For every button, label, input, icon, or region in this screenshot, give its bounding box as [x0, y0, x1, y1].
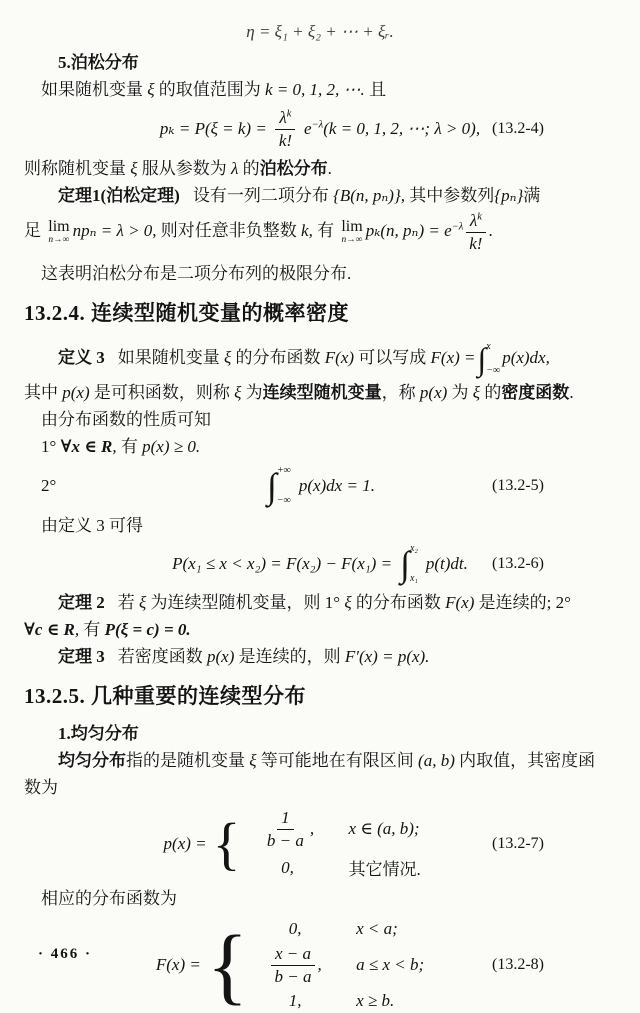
- case-value: 1,: [288, 991, 302, 1011]
- text-run: 是可积函数，则称: [89, 383, 235, 403]
- math-run: ,: [309, 819, 315, 839]
- math-run-R: R: [101, 437, 113, 457]
- equation-13-2-4: [24, 108, 616, 150]
- bold-term-continuous-random-variable: 连续型随机变量: [262, 383, 382, 403]
- fraction-lambda-k-over-k-factorial: [275, 108, 296, 150]
- math-run: F(x): [445, 593, 475, 613]
- math-run: ξ: [249, 751, 257, 771]
- case-value: 0,: [281, 857, 294, 877]
- math-run: ξ: [224, 348, 232, 368]
- equation-tag-13-2-6: (13.2-6): [492, 555, 544, 573]
- text-run: 有: [79, 620, 105, 640]
- integral-limits: x −∞: [486, 341, 501, 377]
- math-run: {B(n, pₙ)},: [333, 186, 406, 206]
- text-run: 的分布函数: [351, 593, 446, 613]
- theorem3-label: 定理 3: [58, 647, 105, 667]
- text-run: 的: [480, 383, 502, 403]
- integral-sign: [267, 465, 291, 507]
- equation-tag-13-2-5: (13.2-5): [492, 477, 544, 495]
- case-rows: [256, 919, 484, 1011]
- math-run: ,: [74, 620, 80, 640]
- fraction-lambda-k-over-k-factorial: [465, 211, 486, 253]
- case-row: [248, 855, 476, 880]
- definition3-line1: [58, 338, 616, 378]
- math-run: p(x)dx = 1.: [298, 476, 375, 496]
- fraction-numerator: $\lambda^k$: [466, 211, 486, 233]
- poisson-remark: 这表明泊松分布是二项分布列的极限分布.: [41, 264, 352, 284]
- text-run: 满: [523, 186, 541, 206]
- text-run: .: [569, 383, 574, 403]
- integral-sign: [400, 543, 418, 585]
- math-run: ξ: [234, 383, 242, 403]
- theorem2-line2: [24, 617, 616, 642]
- math-run: P(ξ = c) = 0.: [104, 620, 191, 640]
- case-condition: a ≤ x < b;: [356, 955, 425, 975]
- text-run: 如果随机变量: [41, 80, 148, 99]
- math-run: p(x)dx,: [502, 348, 550, 368]
- section-header-13-2-4: 13.2.4. 连续型随机变量的概率密度: [24, 301, 349, 326]
- math-run: p(x): [207, 647, 235, 667]
- uniform-subheading: 1.均匀分布: [58, 724, 139, 744]
- case-value: [256, 944, 334, 986]
- text-run: 内取值，其密度函: [454, 751, 596, 771]
- equation-eta-sum: [24, 22, 616, 42]
- text-run: 则称随机变量: [24, 159, 131, 179]
- text-run: 若: [117, 593, 139, 613]
- math-run: F(x) =: [155, 955, 201, 975]
- text-run: 则对任意非负整数: [156, 221, 302, 241]
- math-run: ξ: [139, 593, 147, 613]
- case-row: [248, 808, 476, 850]
- poisson-subheading: 5.泊松分布: [58, 53, 139, 72]
- case-condition: x < a;: [356, 919, 398, 939]
- equation-13-2-7: [24, 808, 616, 880]
- math-run: ξ: [472, 383, 481, 403]
- text-run: 若密度函数: [117, 647, 207, 667]
- definition3-line2: [24, 380, 616, 405]
- case-row: [256, 919, 484, 939]
- integral-sign: [478, 341, 501, 377]
- equation-13-2-5: [24, 465, 616, 507]
- page-number: · 466 ·: [38, 946, 93, 962]
- text-run: ，称: [381, 383, 420, 403]
- case-condition: x ≥ b.: [356, 991, 395, 1011]
- fraction-numerator: $\lambda^k$: [275, 108, 295, 130]
- equation-13-2-6: [24, 543, 616, 585]
- text-run: 为连续型随机变量，则 1°: [146, 593, 345, 613]
- item-number: 1°: [41, 437, 57, 457]
- case-rows: [248, 808, 476, 880]
- uniform-intro-line1: [58, 748, 616, 773]
- math-run: ξ: [147, 80, 155, 99]
- math-run: k = 0, 1, 2, ⋯.: [265, 80, 365, 99]
- case-row: [256, 944, 484, 986]
- case-value: [248, 808, 326, 850]
- math-run: ξ: [130, 159, 138, 179]
- text-run: 足: [24, 221, 46, 241]
- math-run: (a, b): [418, 751, 455, 771]
- text-run: 是连续的; 2°: [474, 593, 571, 613]
- theorem3-line: [58, 644, 616, 669]
- theorem1-label: 定理1(泊松定理): [58, 186, 180, 206]
- bold-term-uniform-distribution: 均匀分布: [58, 751, 126, 771]
- math-run: ξ: [344, 593, 352, 613]
- fraction-x-minus-a-over-b-minus-a: $\frac{x - a}{b - a}$: [271, 944, 316, 986]
- math-run: npₙ = λ > 0,: [72, 221, 157, 241]
- text-run: 指的是随机变量: [126, 751, 250, 771]
- theorem1-line1: [58, 183, 616, 208]
- piecewise-cases: [206, 916, 484, 1013]
- math-run: p(x) ≥ 0.: [142, 437, 201, 457]
- bold-term-poisson-distribution: 泊松分布: [259, 159, 328, 179]
- math-run: η = ξ₁ + ξ₂ + ⋯ + ξᵣ.: [246, 22, 394, 41]
- math-run: pₖ(n, $p_n) = e^{-\lambda}$: [365, 221, 464, 241]
- corresponding-cdf-line: 相应的分布函数为: [41, 889, 177, 909]
- text-run: .: [488, 221, 493, 241]
- integral-limits: +∞ −∞: [276, 465, 291, 507]
- math-run: λ: [231, 159, 239, 179]
- item-number: 2°: [41, 476, 57, 496]
- text-run: 其中参数列: [405, 186, 495, 206]
- poisson-conclusion-line: [24, 156, 616, 181]
- piecewise-cases: [213, 808, 477, 880]
- text-run: 服从参数为: [137, 159, 232, 179]
- case-condition: x ∈ (a, b);: [348, 819, 420, 839]
- math-run: P(x₁ ≤ x < x₂) = F(x₂) − F(x₁) =: [172, 554, 393, 574]
- math-run: ∀c ∈: [24, 620, 64, 640]
- math-run: $e^{-\lambda}(k = 0$, 1, 2, ⋯; λ > 0),: [304, 119, 481, 139]
- text-run: 有: [116, 437, 143, 457]
- math-run: ∀x ∈: [60, 437, 102, 457]
- math-run: {pₙ}: [494, 186, 524, 206]
- poisson-intro-line: [41, 77, 616, 102]
- math-run: F′(x) = p(x).: [344, 647, 430, 667]
- equation-tag-13-2-4: (13.2-4): [492, 120, 544, 138]
- math-run: ,: [317, 955, 322, 975]
- fraction-denominator: k!: [278, 130, 293, 150]
- text-run: 的取值范围为: [154, 80, 266, 99]
- integral-glyph: ∫: [267, 465, 277, 506]
- text-run: 其中: [24, 383, 63, 403]
- text-run: 是连续的，则: [234, 647, 345, 667]
- bold-term-density-function: 密度函数: [501, 383, 570, 403]
- math-run: p(x) =: [163, 834, 207, 854]
- fraction-1-over-b-minus-a: $\frac{1}{b - a}$: [266, 808, 304, 850]
- text-run: 设有一列二项分布: [192, 186, 334, 206]
- text-run: 的: [238, 159, 260, 179]
- left-brace: {: [212, 811, 241, 877]
- math-run: pₖ = P(ξ = k) =: [159, 119, 267, 139]
- theorem2-line1: [58, 590, 616, 615]
- math-run: F(x) =: [430, 348, 476, 368]
- equation-tag-13-2-8: (13.2-8): [492, 956, 544, 974]
- text-run: 的分布函数: [231, 348, 325, 368]
- integral-glyph: ∫: [400, 543, 410, 584]
- integral-limits: x₂ x₁: [409, 543, 418, 585]
- integral-glyph: ∫: [477, 340, 487, 377]
- math-run: F(x): [324, 348, 355, 368]
- math-run: p(x): [419, 383, 448, 403]
- theorem2-label: 定理 2: [58, 593, 105, 613]
- math-run: p(t)dt.: [425, 554, 468, 574]
- property1-line: [41, 434, 616, 459]
- left-brace: {: [206, 916, 249, 1013]
- limit-operator: lim n→∞: [341, 217, 363, 245]
- fraction-denominator: k!: [469, 233, 483, 253]
- limit-operator: lim n→∞: [48, 217, 70, 245]
- uniform-intro-line2: 数为: [24, 778, 58, 798]
- case-value: 0,: [288, 919, 302, 939]
- case-row: [256, 991, 484, 1011]
- by-definition-line: 由定义 3 可得: [41, 516, 143, 536]
- text-run: 为: [241, 383, 263, 403]
- math-run: k,: [301, 221, 313, 241]
- text-run: .: [327, 159, 332, 179]
- math-run-R: R: [63, 620, 75, 640]
- text-run: 等可能地在有限区间: [256, 751, 419, 771]
- text-run: 有: [312, 221, 339, 241]
- text-run: 为: [447, 383, 473, 403]
- definition3-label: 定义 3: [58, 348, 105, 368]
- equation-tag-13-2-7: (13.2-7): [492, 835, 544, 853]
- properties-intro: 由分布函数的性质可知: [41, 410, 211, 430]
- text-run: 且: [364, 80, 387, 99]
- section-header-13-2-5: 13.2.5. 几种重要的连续型分布: [24, 684, 306, 709]
- math-run: ,: [112, 437, 117, 457]
- case-condition: 其它情况.: [348, 860, 421, 880]
- equation-13-2-8: [24, 916, 616, 1013]
- text-run: 可以写成: [354, 348, 431, 368]
- text-run: 如果随机变量: [117, 348, 224, 368]
- theorem1-line2: [24, 210, 616, 253]
- math-run: p(x): [62, 383, 90, 403]
